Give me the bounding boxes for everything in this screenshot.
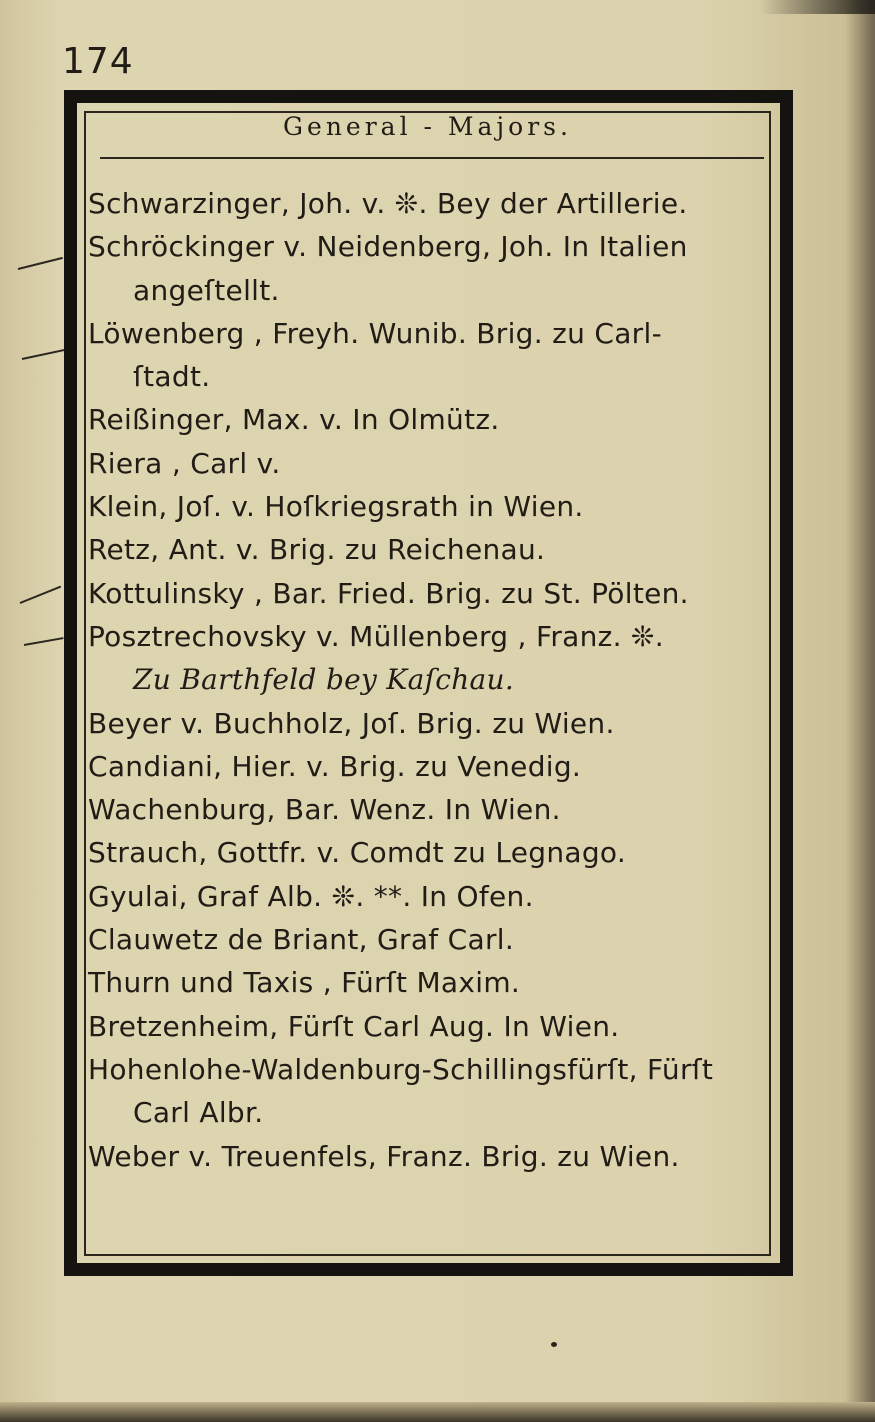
list-item <box>88 702 768 745</box>
entry-text: Clauwetz de Briant, Graf Carl. <box>88 923 515 957</box>
entry-text: Thurn und Taxis , Fürſt Maxim. <box>88 966 521 1000</box>
entry-text: Gyulai, Graf Alb. ❊. **. In Ofen. <box>88 879 534 913</box>
list-item <box>88 182 768 225</box>
entry-text: Strauch, Gottfr. v. Comdt zu Legnago. <box>88 836 627 870</box>
page-edge-stain <box>760 0 875 14</box>
list-item <box>88 225 768 312</box>
entry-continuation: ſtadt. <box>133 360 211 394</box>
entry-text: Riera , Carl v. <box>88 446 281 480</box>
page-bottom-edge <box>0 1402 875 1422</box>
entry-text: Reißinger, Max. v. In Olmütz. <box>88 403 500 437</box>
list-item <box>88 398 768 441</box>
list-item <box>88 572 768 615</box>
entry-text: Kottulinsky , Bar. Fried. Brig. zu St. Pölten. <box>88 576 689 610</box>
list-item <box>88 918 768 961</box>
ink-speck <box>551 1342 557 1347</box>
heading-rule <box>100 157 764 159</box>
list-item <box>88 831 768 874</box>
list-item <box>88 745 768 788</box>
entry-text: Bretzenheim, Fürſt Carl Aug. In Wien. <box>88 1009 620 1043</box>
list-item <box>88 615 768 702</box>
entry-continuation: angeſtellt. <box>133 273 280 307</box>
list-item <box>88 788 768 831</box>
officer-list <box>88 182 768 1178</box>
entry-text: Klein, Joſ. v. Hoſkriegsrath in Wien. <box>88 490 584 524</box>
list-item <box>88 528 768 571</box>
entry-continuation: Carl Albr. <box>133 1096 264 1130</box>
entry-text: Hohenlohe-Waldenburg-Schillingsfürſt, Fürſt <box>88 1052 714 1086</box>
section-heading: General - Majors. <box>283 112 572 141</box>
list-item <box>88 485 768 528</box>
entry-text: Candiani, Hier. v. Brig. zu Venedig. <box>88 749 582 783</box>
list-item <box>88 875 768 918</box>
entry-text: Beyer v. Buchholz, Joſ. Brig. zu Wien. <box>88 706 615 740</box>
list-item <box>88 312 768 399</box>
entry-continuation: Zu Barthfeld bey Kaſchau. <box>133 663 515 697</box>
list-item <box>88 961 768 1004</box>
entry-text: Posztrechovsky v. Müllenberg , Franz. ❊. <box>88 619 664 653</box>
entry-text: Schwarzinger, Joh. v. ❊. Bey der Artillerie. <box>88 187 688 220</box>
entry-text: Weber v. Treuenfels, Franz. Brig. zu Wien. <box>88 1139 680 1173</box>
list-item <box>88 442 768 485</box>
entry-text: Retz, Ant. v. Brig. zu Reichenau. <box>88 533 546 567</box>
entry-text: Löwenberg , Freyh. Wunib. Brig. zu Carl- <box>88 316 662 350</box>
entry-text: Wachenburg, Bar. Wenz. In Wien. <box>88 793 561 827</box>
list-item <box>88 1048 768 1135</box>
page-number: 174 <box>62 41 134 82</box>
list-item <box>88 1135 768 1178</box>
list-item <box>88 1005 768 1048</box>
entry-text: Schröckinger v. Neidenberg, Joh. In Italien <box>88 230 688 264</box>
